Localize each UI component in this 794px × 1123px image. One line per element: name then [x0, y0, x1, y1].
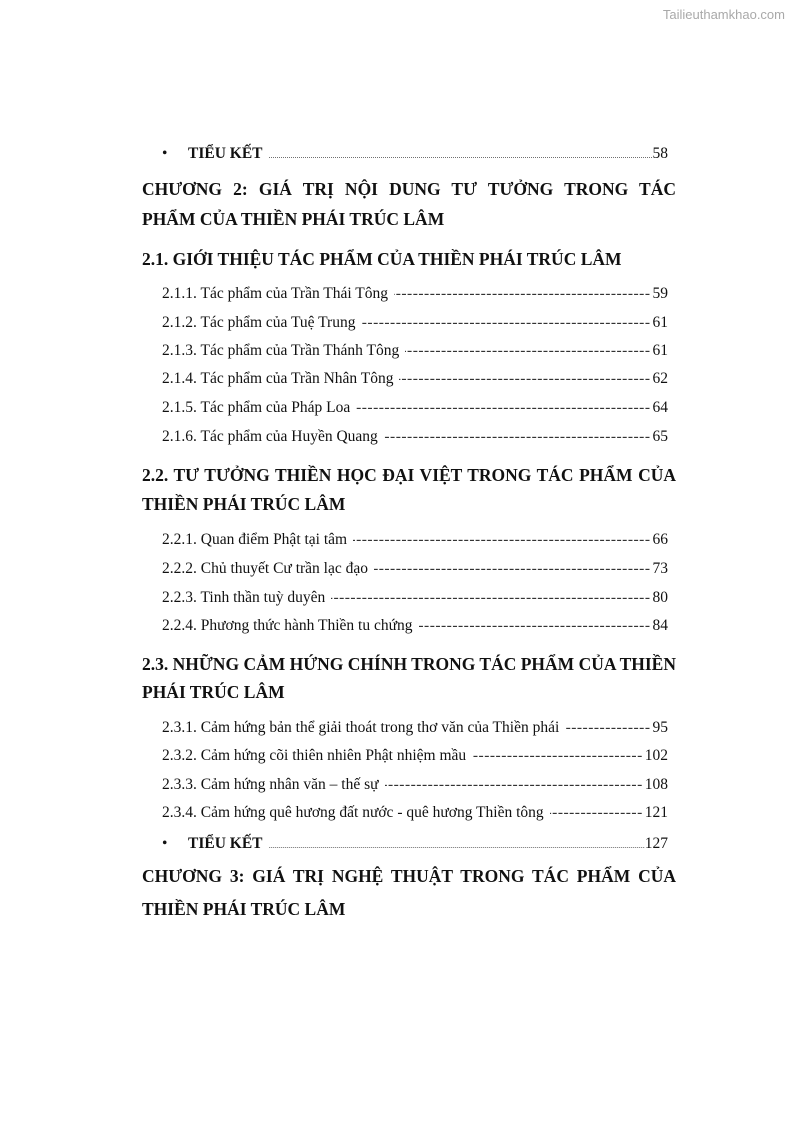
dash-leader — [353, 531, 650, 549]
dash-leader — [405, 342, 650, 360]
toc-entry-tieu-ket[interactable] — [162, 835, 668, 853]
toc-entry[interactable] — [162, 776, 668, 798]
dot-leader — [269, 841, 645, 850]
chapter-2-heading-line2[interactable]: PHẨM CỦA THIỀN PHÁI TRÚC LÂM — [142, 209, 445, 229]
dash-leader — [384, 428, 651, 446]
dash-leader — [419, 617, 651, 635]
page-number: 95 — [652, 719, 668, 736]
page-number: 62 — [652, 370, 668, 387]
toc-entry[interactable] — [162, 342, 668, 364]
dash-leader — [356, 399, 650, 417]
toc-entry[interactable] — [162, 531, 668, 553]
dash-leader — [394, 285, 650, 303]
dash-leader — [374, 560, 651, 578]
section-2-3-heading-line1[interactable]: 2.3. NHỮNG CẢM HỨNG CHÍNH TRONG TÁC PHẨM CỦA THIỀN — [142, 654, 676, 674]
chapter-3-heading-line1[interactable]: CHƯƠNG 3: GIÁ TRỊ NGHỆ THUẬT TRONG TÁC PHẨM CỦA — [142, 866, 676, 886]
page-number: 80 — [652, 589, 668, 606]
entry-label: 2.2.1. Quan điểm Phật tại tâm — [162, 531, 348, 548]
section-2-3-heading-line2[interactable]: PHÁI TRÚC LÂM — [142, 682, 285, 702]
page-number: 64 — [652, 399, 668, 416]
page-number: 61 — [652, 342, 668, 359]
entry-label: 2.1.2. Tác phẩm của Tuệ Trung — [162, 314, 356, 331]
entry-label: 2.3.2. Cảm hứng cõi thiên nhiên Phật nhiệm mầu — [162, 747, 467, 764]
page-number: 58 — [652, 145, 668, 162]
page-number: 73 — [652, 560, 668, 577]
toc-entry[interactable] — [162, 399, 668, 421]
page-number: 84 — [652, 617, 668, 634]
entry-label: 2.3.1. Cảm hứng bản thể giải thoát trong thơ văn của Thiền phái — [162, 719, 560, 736]
entry-label: 2.3.3. Cảm hứng nhân văn – thế sự — [162, 776, 379, 793]
toc-entry[interactable] — [162, 428, 668, 450]
toc-entry[interactable] — [162, 719, 668, 741]
toc-entry[interactable] — [162, 589, 668, 611]
toc-entry[interactable] — [162, 370, 668, 392]
section-2-2-heading-line2[interactable]: THIỀN PHÁI TRÚC LÂM — [142, 494, 346, 514]
dot-leader — [269, 151, 653, 160]
toc-entry[interactable] — [162, 804, 668, 826]
bullet-icon: • — [162, 145, 168, 162]
section-2-1-heading[interactable]: 2.1. GIỚI THIỆU TÁC PHẨM CỦA THIỀN PHÁI TRÚC LÂM — [142, 249, 622, 269]
watermark: Tailieuthamkhao.com — [662, 7, 785, 22]
entry-label: 2.2.3. Tinh thần tuỳ duyên — [162, 589, 326, 606]
dash-leader — [472, 747, 643, 765]
entry-label: 2.2.2. Chủ thuyết Cư trần lạc đạo — [162, 560, 368, 577]
chapter-3-heading-line2[interactable]: THIỀN PHÁI TRÚC LÂM — [142, 899, 346, 919]
page-number: 61 — [652, 314, 668, 331]
toc-entry[interactable] — [162, 747, 668, 769]
dash-leader — [361, 314, 650, 332]
entry-label: 2.1.1. Tác phẩm của Trần Thái Tông — [162, 285, 389, 302]
dash-leader — [331, 589, 650, 607]
dash-leader — [399, 370, 650, 388]
entry-label: 2.1.3. Tác phẩm của Trần Thánh Tông — [162, 342, 400, 359]
toc-entry-tieu-ket[interactable] — [162, 145, 668, 163]
dash-leader — [550, 804, 643, 822]
chapter-2-heading-line1[interactable]: CHƯƠNG 2: GIÁ TRỊ NỘI DUNG TƯ TƯỞNG TRONG TÁC — [142, 179, 676, 199]
toc-entry[interactable] — [162, 560, 668, 582]
entry-label: TIỂU KẾT — [188, 145, 263, 162]
page-number: 59 — [652, 285, 668, 302]
toc-entry[interactable] — [162, 617, 668, 639]
section-2-2-heading-line1[interactable]: 2.2. TƯ TƯỞNG THIỀN HỌC ĐẠI VIỆT TRONG TÁC PHẨM CỦA — [142, 465, 676, 485]
toc-entry[interactable] — [162, 314, 668, 336]
page-number: 108 — [644, 776, 668, 793]
page-number: 65 — [652, 428, 668, 445]
bullet-icon: • — [162, 835, 168, 852]
dash-leader — [565, 719, 650, 737]
page-number: 66 — [652, 531, 668, 548]
entry-label: 2.1.6. Tác phẩm của Huyền Quang — [162, 428, 378, 445]
entry-label: 2.1.4. Tác phẩm của Trần Nhân Tông — [162, 370, 394, 387]
entry-label: 2.2.4. Phương thức hành Thiền tu chứng — [162, 617, 413, 634]
page-number: 102 — [644, 747, 668, 764]
page-number: 127 — [644, 835, 668, 852]
dash-leader — [385, 776, 643, 794]
entry-label: TIỂU KẾT — [188, 835, 263, 852]
entry-label: 2.3.4. Cảm hứng quê hương đất nước - quê hương Thiền tông — [162, 804, 544, 821]
page-number: 121 — [644, 804, 668, 821]
entry-label: 2.1.5. Tác phẩm của Pháp Loa — [162, 399, 351, 416]
toc-entry[interactable] — [162, 285, 668, 307]
